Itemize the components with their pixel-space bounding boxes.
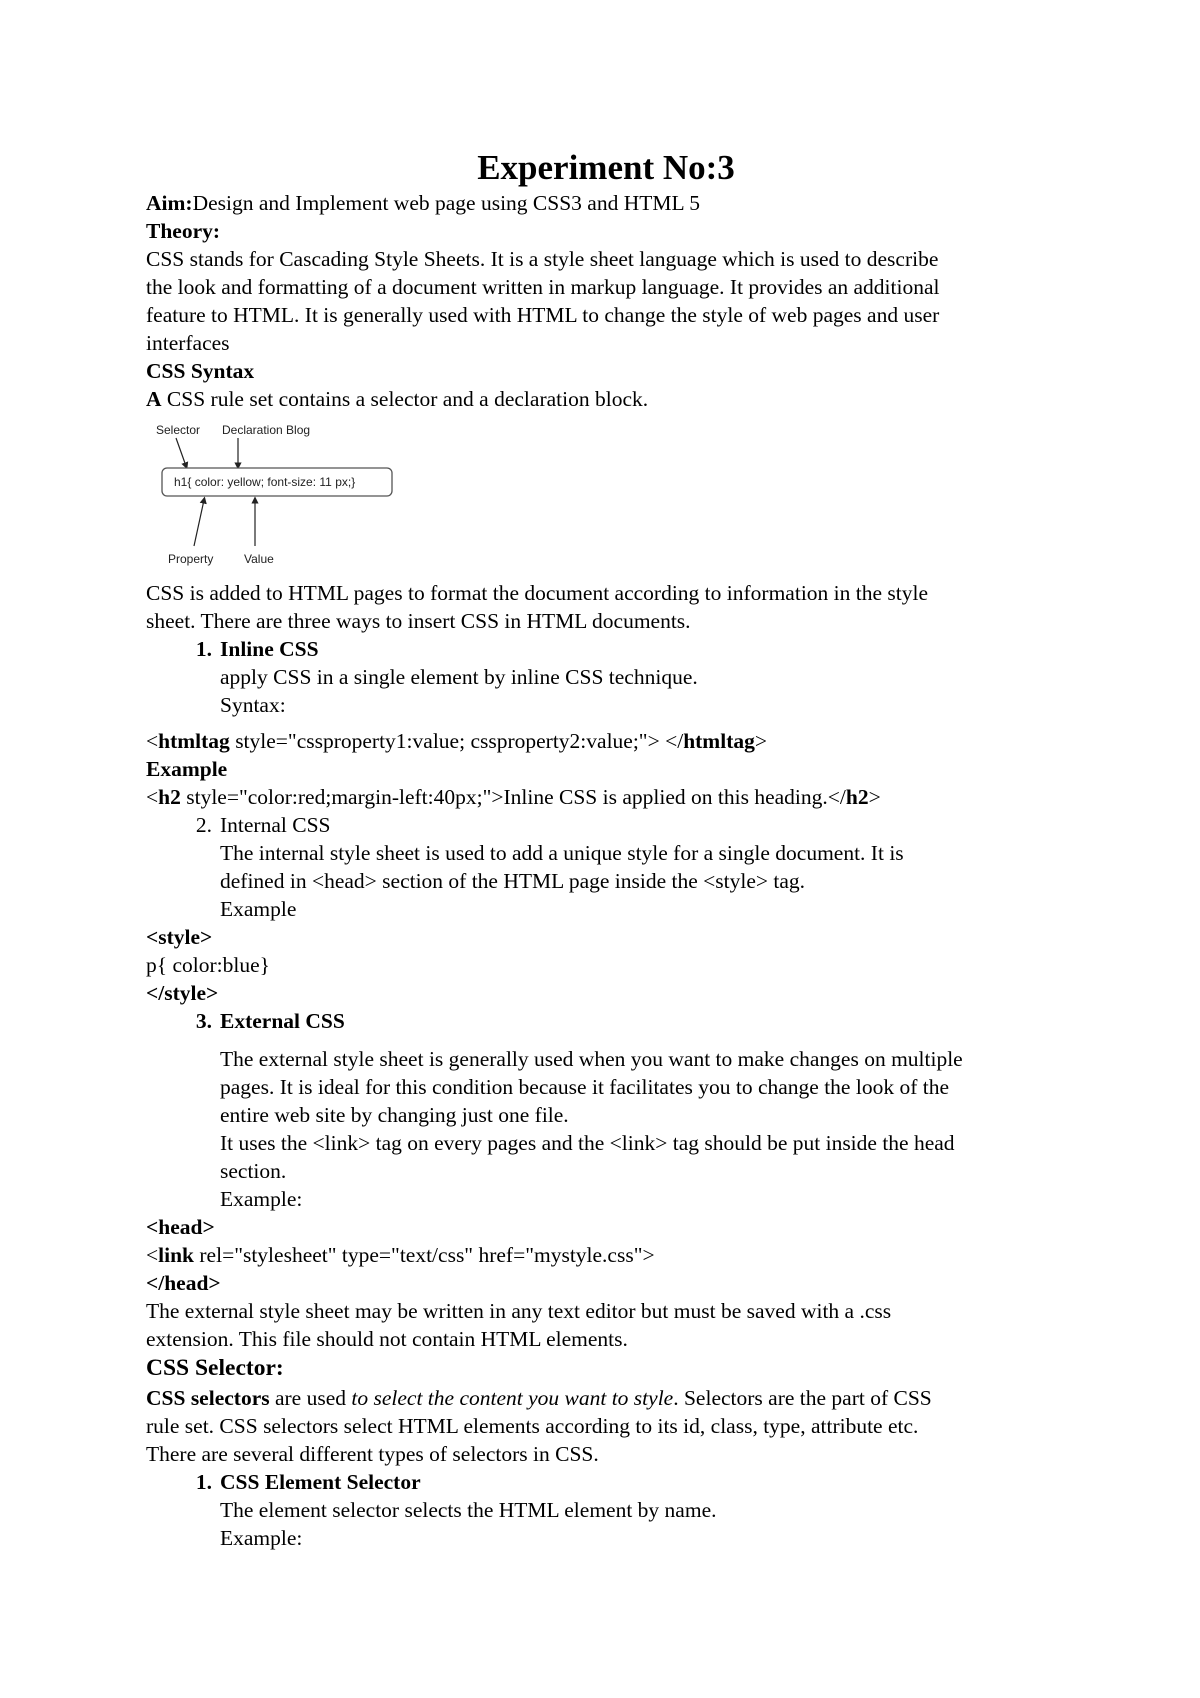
theory-line-4: interfaces (146, 331, 230, 355)
link-tag: link (158, 1243, 195, 1267)
link-lt: < (146, 1243, 159, 1267)
internal-code-open: <style> (146, 925, 213, 949)
insert-line-1: CSS is added to HTML pages to format the document according to information in the style (146, 581, 929, 605)
intro-bold: A (146, 387, 162, 411)
selector-mid: are used (269, 1386, 352, 1410)
selector-line-2: rule set. CSS selectors select HTML elements according to its id, class, type, attribute etc. (146, 1414, 919, 1438)
example-tag: h2 (158, 785, 181, 809)
external-head-open: <head> (146, 1215, 215, 1239)
theory-label: Theory: (146, 219, 221, 243)
inline-heading-text: Inline CSS (220, 637, 319, 661)
syntax-tag: htmltag (158, 729, 230, 753)
internal-line-2: defined in <head> section of the HTML page inside the <style> tag. (220, 869, 806, 893)
diagram-selector-label: Selector (156, 423, 201, 437)
external-heading (172, 1007, 345, 1035)
example-tag-close: h2 (845, 785, 869, 809)
element-selector-number: 1. (195, 1470, 212, 1494)
external-example-label: Example: (220, 1187, 303, 1211)
external-number: 3. (195, 1009, 212, 1033)
inline-syntax-code (146, 727, 767, 755)
external-head-close: </head> (146, 1271, 221, 1295)
external-heading-text: External CSS (220, 1009, 345, 1033)
css-syntax-heading: CSS Syntax (146, 359, 255, 383)
selector-bold: CSS selectors (146, 1386, 270, 1410)
element-selector-example-label: Example: (220, 1526, 303, 1550)
diagram-value-label: Value (244, 552, 274, 566)
external-line-1: The external style sheet is generally used when you want to make changes on multiple (220, 1047, 963, 1071)
theory-line-1: CSS stands for Cascading Style Sheets. It is a style sheet language which is used to describe (146, 247, 939, 271)
inline-desc: apply CSS in a single element by inline CSS technique. (220, 665, 698, 689)
selector-line-1 (146, 1384, 932, 1412)
example-lt: < (146, 785, 159, 809)
property-arrow (194, 500, 204, 546)
insert-line-2: sheet. There are three ways to insert CSS in HTML documents. (146, 609, 691, 633)
inline-example-code (146, 783, 881, 811)
aim-text: Design and Implement web page using CSS3 and HTML 5 (192, 191, 700, 215)
element-selector-desc: The element selector selects the HTML element by name. (220, 1498, 717, 1522)
css-syntax-diagram (146, 420, 406, 570)
diagram-property-label: Property (168, 552, 214, 566)
intro-rest: CSS rule set contains a selector and a declaration block. (161, 387, 649, 411)
theory-line-3: feature to HTML. It is generally used with HTML to change the style of web pages and user (146, 303, 940, 327)
selector-italic: to select the content you want to style (351, 1386, 674, 1410)
internal-heading (172, 811, 330, 839)
page-title: Experiment No:3 (477, 148, 735, 187)
inline-syntax-label: Syntax: (220, 693, 286, 717)
example-gt: > (868, 785, 881, 809)
syntax-tag-close: htmltag (683, 729, 755, 753)
external-line-4: It uses the <link> tag on every pages and the <link> tag should be put inside the head (220, 1131, 955, 1155)
inline-heading (172, 635, 319, 663)
external-line-3: entire web site by changing just one file. (220, 1103, 569, 1127)
theory-line-2: the look and formatting of a document written in markup language. It provides an additional (146, 275, 940, 299)
internal-code-body: p{ color:blue} (146, 953, 270, 977)
internal-number: 2. (195, 813, 212, 837)
selector-line-3: There are several different types of selectors in CSS. (146, 1442, 599, 1466)
selector-end: . Selectors are the part of CSS (673, 1386, 932, 1410)
css-selector-heading: CSS Selector: (146, 1355, 284, 1381)
internal-code-close: </style> (146, 981, 219, 1005)
syntax-attr: style="cssproperty1:value; cssproperty2:value;"> </ (229, 729, 684, 753)
inline-number: 1. (195, 637, 212, 661)
external-note-1: The external style sheet may be written in any text editor but must be saved with a .css (146, 1299, 892, 1323)
diagram-declaration-label: Declaration Blog (222, 423, 311, 437)
syntax-lt: < (146, 729, 159, 753)
link-rest: rel="stylesheet" type="text/css" href="mystyle.css"> (194, 1243, 655, 1267)
internal-heading-text: Internal CSS (220, 813, 331, 837)
inline-example-label: Example (146, 757, 228, 781)
aim-line (146, 189, 700, 217)
aim-label: Aim: (146, 191, 193, 215)
external-line-2: pages. It is ideal for this condition because it facilitates you to change the look of the (220, 1075, 949, 1099)
syntax-gt: > (754, 729, 767, 753)
example-attr: style="color:red;margin-left:40px;">Inline CSS is applied on this heading.</ (180, 785, 846, 809)
external-note-2: extension. This file should not contain HTML elements. (146, 1327, 628, 1351)
external-link-code (146, 1241, 655, 1269)
external-line-5: section. (220, 1159, 287, 1183)
element-selector-heading (172, 1468, 421, 1496)
selector-arrow (176, 438, 186, 466)
diagram-code: h1{ color: yellow; font-size: 11 px;} (174, 475, 356, 489)
internal-line-1: The internal style sheet is used to add a unique style for a single document. It is (220, 841, 904, 865)
element-selector-heading-text: CSS Element Selector (220, 1470, 421, 1494)
css-syntax-intro (146, 385, 648, 413)
internal-example-label: Example (220, 897, 297, 921)
